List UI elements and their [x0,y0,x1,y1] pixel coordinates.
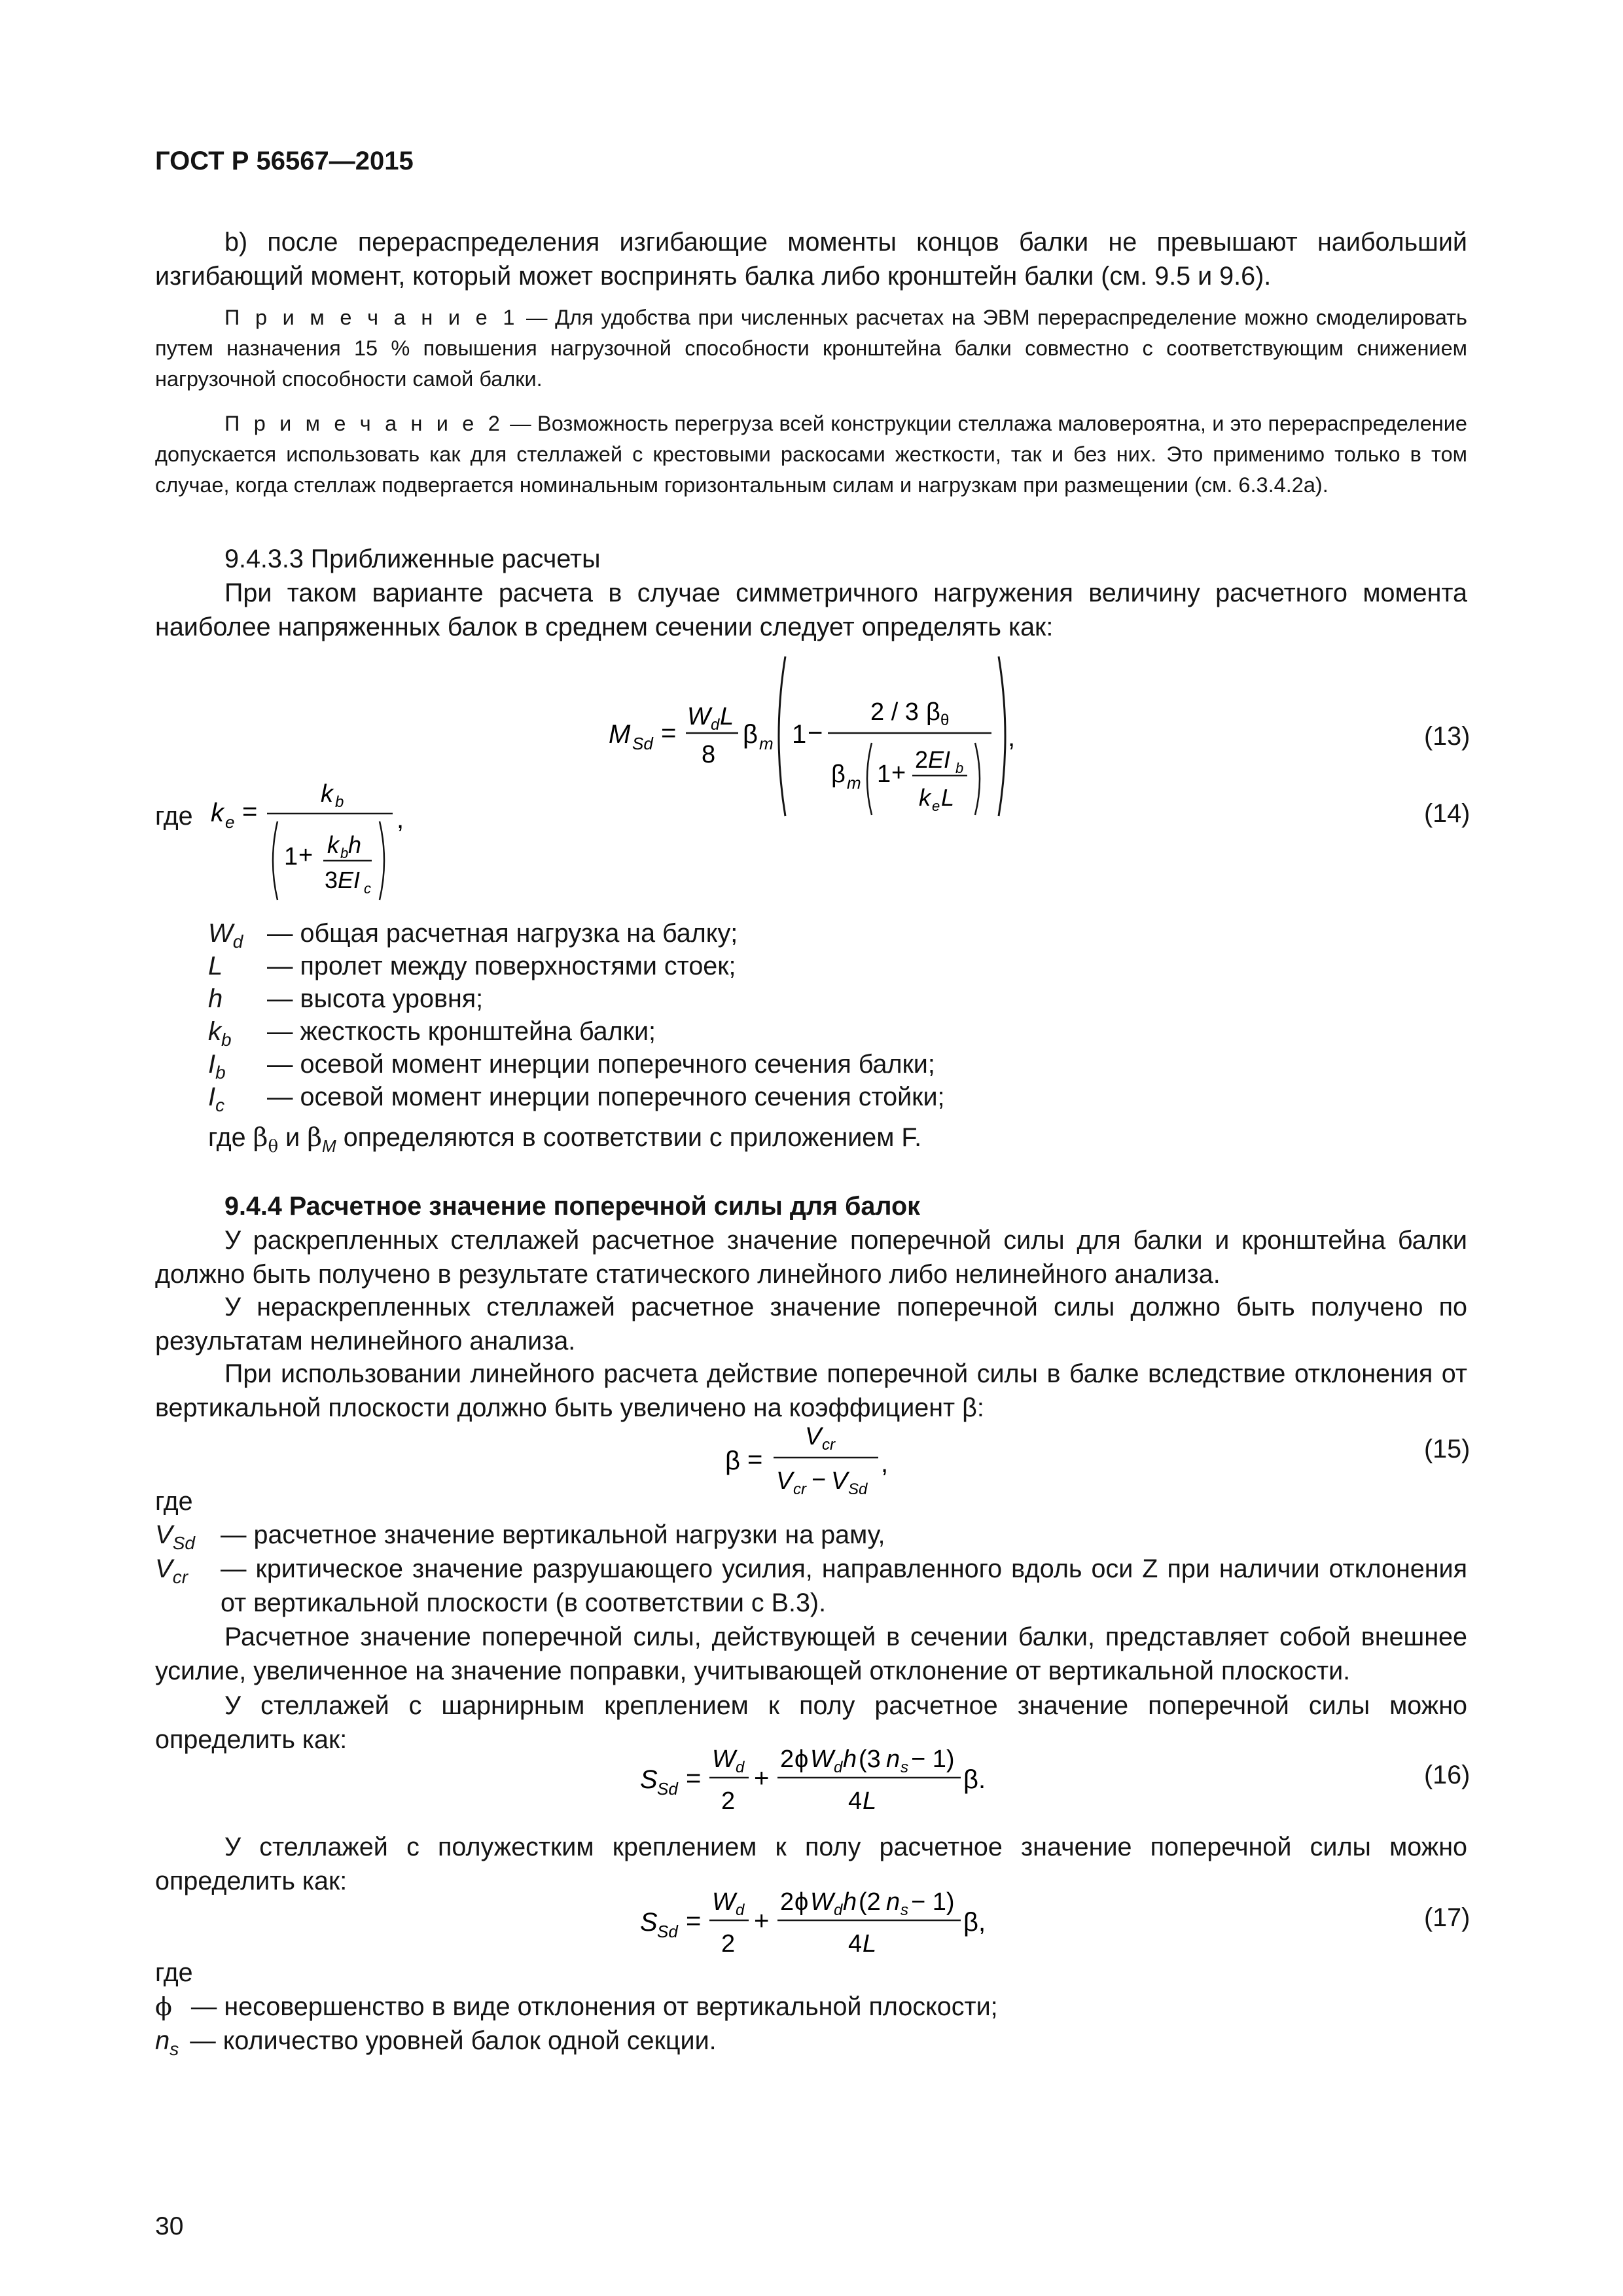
definition-row [208,1080,945,1122]
definition-text: — несовершенство в виде отклонения от вертикальной плоскости; [190,1992,998,2021]
svg-text:4: 4 [848,1787,863,1815]
page-number: 30 [155,2212,184,2240]
equation-16 [635,1741,1001,1820]
svg-text:V: V [805,1423,822,1450]
definition-row [155,1552,188,1594]
svg-text:β.: β. [963,1765,986,1794]
svg-text:k: k [211,798,224,827]
svg-text:θ: θ [940,711,950,729]
svg-text:s: s [901,1759,908,1776]
svg-text:β,: β, [963,1908,986,1937]
svg-text:8: 8 [702,741,716,768]
svg-text:β: β [831,761,846,788]
where-label: где [208,1123,246,1152]
svg-text:V: V [831,1467,848,1495]
svg-text:ϕ: ϕ [794,1746,809,1773]
svg-text:+: + [298,842,313,869]
definition-symbol: $W_d$ [208,919,243,952]
note-2 [155,408,1467,501]
definition-symbol: h [208,984,223,1013]
svg-text:n: n [886,1888,901,1916]
document-header: ГОСТ Р 56567—2015 [155,147,414,175]
svg-text:,: , [1008,723,1016,752]
svg-text:− 1): − 1) [911,1888,955,1916]
definitions-list-2 [155,1518,1467,1623]
svg-text:n: n [886,1746,901,1773]
svg-text:=: = [686,1907,702,1935]
svg-text:,: , [397,805,404,834]
svg-text:s: s [901,1901,908,1919]
svg-text:L: L [941,784,955,811]
svg-text:b: b [335,793,344,811]
svg-text:d: d [834,1759,843,1776]
equation-13 [589,651,1047,828]
svg-text:=: = [661,719,677,747]
svg-text:4: 4 [848,1930,863,1958]
svg-text:e: e [225,812,235,832]
svg-text:k: k [327,831,339,858]
svg-text:1: 1 [792,720,807,749]
definition-text: — общая расчетная нагрузка на балку; [267,919,738,948]
svg-text:+: + [754,1764,770,1793]
svg-text:(2: (2 [859,1888,881,1916]
definition-row [208,949,736,983]
definition-row [208,982,484,1016]
equation-17-number: (17) [1424,1903,1471,1932]
definition-symbol: $V_{cr}$ [155,1554,188,1587]
paragraph-hinge: У стеллажей с шарнирным креплением к полу расчетное значение поперечной силы можно определить как: [155,1691,1467,1754]
note-2-label: П р и м е ч а н и е 2 [224,412,504,435]
svg-text:=: = [686,1764,702,1793]
svg-text:2: 2 [780,1746,794,1773]
svg-text:=: = [242,797,258,826]
definition-symbol: $V_{Sd}$ [155,1520,195,1553]
svg-text:cr: cr [793,1480,806,1498]
where-beta-line [208,1121,921,1164]
svg-text:m: m [847,773,861,793]
definition-row [155,1990,998,2024]
svg-text:h: h [348,831,362,858]
svg-text:d: d [834,1901,843,1919]
svg-text:c: c [364,880,371,897]
where-label-2: где [155,1487,193,1516]
definition-text: — пролет между поверхностями стоек; [267,952,736,980]
svg-text:EI: EI [338,867,361,893]
svg-text:h: h [843,1888,857,1916]
definition-text: — высота уровня; [267,984,484,1013]
svg-text:=: = [747,1445,763,1474]
svg-text:d: d [736,1759,745,1776]
svg-text:β: β [725,1446,741,1475]
svg-text:Sd: Sd [657,1779,678,1799]
svg-text:1: 1 [284,843,298,870]
definition-text: — расчетное значение вертикальной нагрузки на раму, [221,1520,885,1549]
svg-text:,: , [881,1449,889,1478]
svg-text:d: d [736,1901,745,1919]
svg-text:h: h [843,1746,857,1773]
svg-text:k: k [321,780,333,808]
svg-text:k: k [919,784,931,811]
equation-15-number: (15) [1424,1435,1471,1463]
section-944-p1: У раскрепленных стеллажей расчетное значение поперечной силы для балки и кронштейна балки должно быть получено в результате статического линейного либо нелинейного анализа. [155,1226,1467,1289]
svg-text:W: W [712,1746,736,1773]
svg-text:3: 3 [325,867,338,893]
definition-symbol: ϕ [155,1992,172,2021]
where-label-3: где [155,1958,193,1987]
svg-text:ϕ: ϕ [794,1888,809,1916]
definition-text: — осевой момент инерции поперечного сечения стойки; [267,1083,945,1111]
svg-text:W: W [687,703,711,730]
definitions-list-1 [208,916,1452,1126]
svg-text:Sd: Sd [657,1922,678,1941]
equation-14-prefix: где [155,802,193,831]
svg-text:−: − [812,1466,827,1494]
definition-symbol: $I_c$ [208,1083,225,1115]
equation-16-number: (16) [1424,1761,1471,1789]
svg-text:2 / 3: 2 / 3 [870,698,919,726]
section-9433-text: При таком варианте расчета в случае симметричного нагружения величину расчетного момента наиболее напряженных балок в среднем сечении следует определять как: [155,579,1467,641]
svg-text:β: β [926,698,940,726]
section-944-p2: У нераскрепленных стеллажей расчетное значение поперечной силы должно быть получено по результатам нелинейного анализа. [155,1293,1467,1355]
equation-17 [635,1884,1001,1962]
beta-m-symbol: $\beta_M$ [307,1122,336,1156]
equation-13-number: (13) [1424,722,1471,751]
section-944-title: 9.4.4 Расчетное значение поперечной силы для балок [224,1192,920,1221]
svg-text:+: + [891,759,906,787]
svg-text:e: e [932,798,940,814]
svg-text:b: b [340,845,349,861]
equation-14-number: (14) [1424,799,1471,828]
svg-text:1: 1 [877,761,891,788]
note-1-text: — Для удобства при численных расчетах на ЭВМ перераспределение можно смоделировать путем назначения 15 % повышения нагрузочной способности кронштейна балки совместно с соответствующим снижением нагрузочной способности самой балки. [155,306,1467,391]
paragraph-after: Расчетное значение поперечной силы, действующей в сечении балки, представляет собой внешнее усилие, увеличенное на значение поправки, учитывающей отклонение от вертикальной плоскости. [155,1623,1467,1685]
definition-text: — осевой момент инерции поперечного сечения балки; [267,1050,935,1079]
note-1 [155,302,1467,395]
svg-text:2: 2 [780,1888,794,1916]
svg-text:d: d [711,716,720,734]
svg-text:2: 2 [721,1787,736,1815]
equation-14 [208,776,424,906]
svg-text:2: 2 [915,746,929,773]
note-2-text: — Возможность перегруза всей конструкции стеллажа маловероятна, и это перераспределение допускается использовать как для стеллажей с крестовыми раскосами жесткости, так и без них. Это применимо только в том случае, когда стеллаж подвергается номинальным горизонтальным силам и нагрузкам при размещении (см. 6.3.4.2a). [155,412,1467,497]
svg-text:Sd: Sd [632,734,653,753]
definition-symbol: $I_b$ [208,1050,226,1083]
equation-15 [720,1417,916,1502]
definition-text: — жесткость кронштейна балки; [267,1017,656,1046]
section-9433-title: 9.4.3.3 Приближенные расчеты [224,545,601,573]
svg-text:− 1): − 1) [911,1746,955,1773]
beta-theta-symbol: $\beta_\theta$ [253,1122,279,1157]
and-word: и [285,1123,300,1152]
svg-text:EI: EI [928,746,951,773]
svg-text:b: b [955,760,964,776]
svg-text:(3: (3 [859,1746,881,1773]
svg-text:V: V [776,1467,793,1495]
svg-text:M: M [609,720,631,749]
svg-text:W: W [712,1888,736,1916]
where-beta-text: определяются в соответствии с приложением F. [343,1123,922,1152]
svg-text:S: S [640,1765,658,1794]
definition-symbol: $k_b$ [208,1017,232,1050]
svg-text:β: β [743,720,758,749]
svg-text:+: + [754,1907,770,1935]
note-1-label: П р и м е ч а н и е 1 [224,306,519,329]
definition-text: — критическое значение разрушающего усилия, направленного вдоль оси Z при наличии отклонения от вертикальной плоскости (в соответствии с B.3). [221,1554,1467,1617]
svg-text:L: L [863,1787,877,1815]
list-item-b: b) после перераспределения изгибающие моменты концов балки не превышают наибольший изгибающий момент, который может воспринять балка либо кронштейн балки (см. 9.5 и 9.6). [155,228,1467,291]
svg-text:W: W [810,1746,834,1773]
paragraph-semi: У стеллажей с полужестким креплением к полу расчетное значение поперечной силы можно определить как: [155,1833,1467,1895]
definitions-list-3 [155,1990,1467,2062]
svg-text:W: W [810,1888,834,1916]
svg-text:L: L [863,1930,877,1958]
definition-symbol: $n_s$ [155,2026,179,2059]
svg-text:−: − [808,719,823,747]
svg-text:S: S [640,1908,658,1937]
svg-text:Sd: Sd [848,1480,868,1498]
svg-text:cr: cr [822,1436,835,1454]
definition-text: — количество уровней балок одной секции. [190,2026,717,2055]
section-944-p3: При использовании линейного расчета действие поперечной силы в балке вследствие отклонения от вертикальной плоскости должно быть увеличено на коэффициент β: [155,1359,1467,1422]
svg-text:L: L [720,703,734,730]
svg-text:m: m [759,734,774,753]
definition-row [155,2024,717,2066]
svg-text:2: 2 [721,1930,736,1958]
definition-symbol: L [208,952,223,980]
